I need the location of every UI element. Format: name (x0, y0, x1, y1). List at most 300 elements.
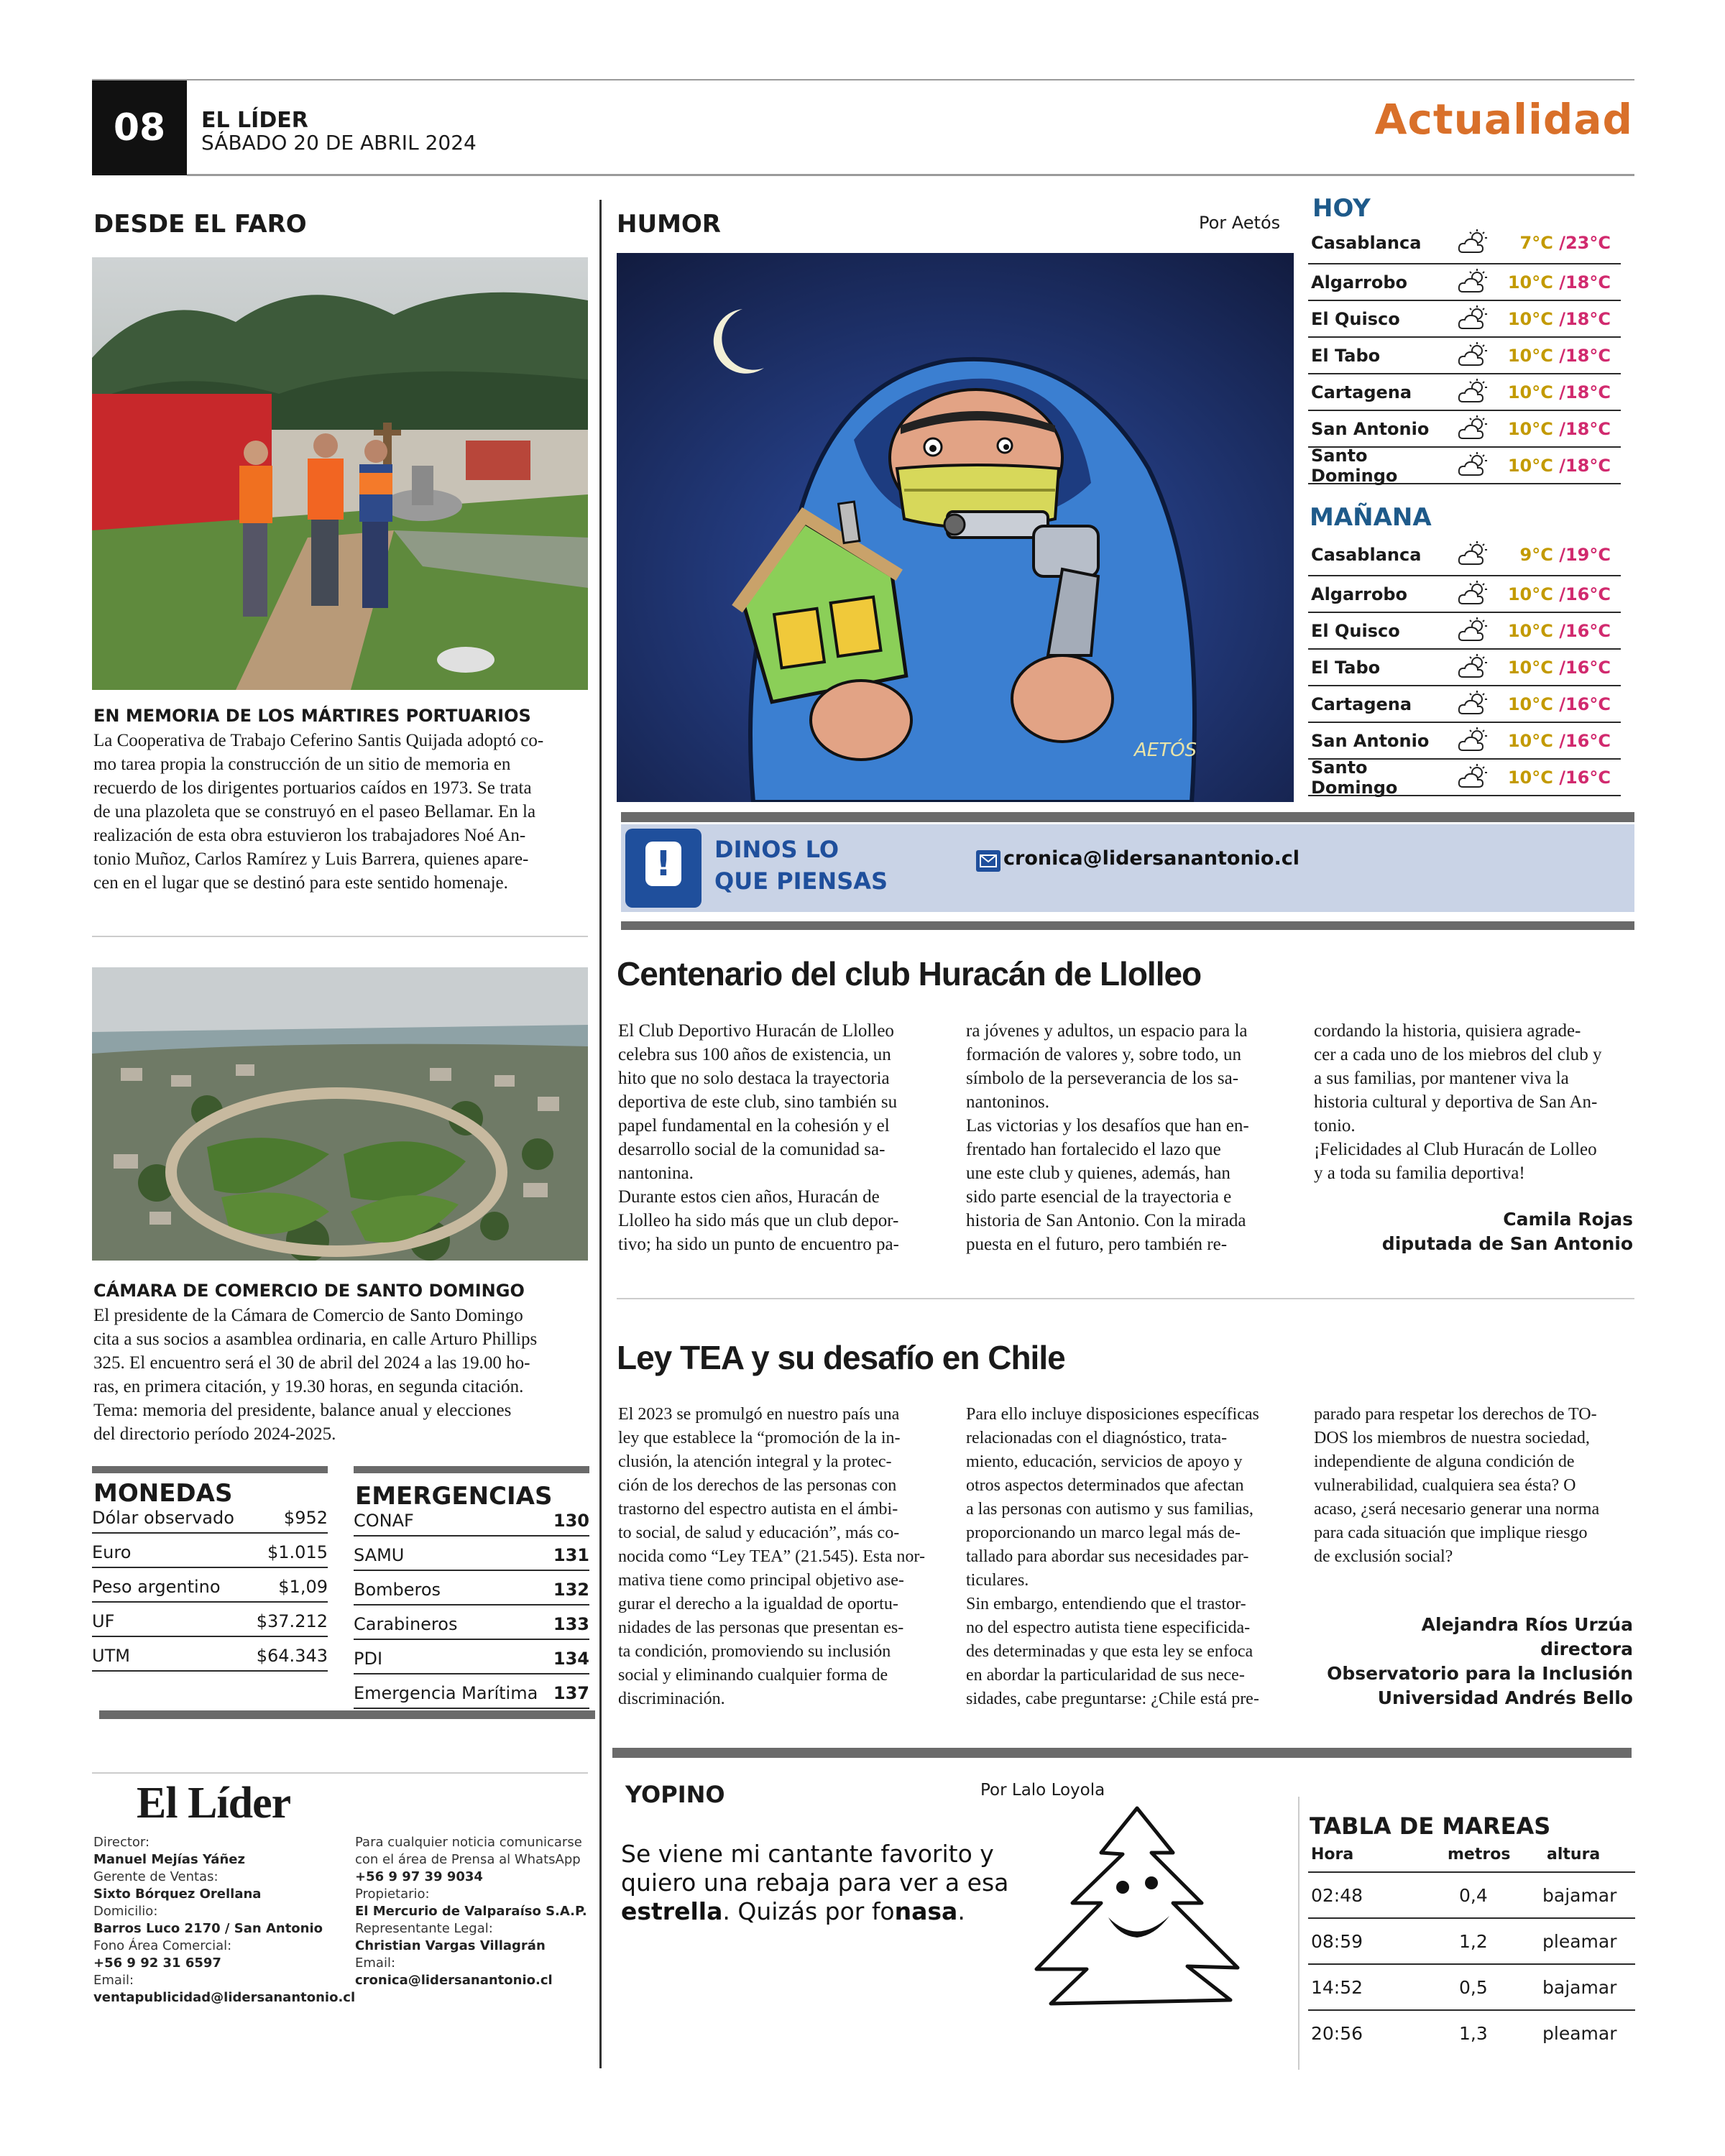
article1-col3 (1314, 1019, 1634, 1185)
article1-line: historia de San Antonio. Con la mirada (966, 1211, 1246, 1230)
weather-city: Casablanca (1311, 545, 1422, 565)
article2-signature (1327, 1613, 1633, 1710)
story1-heading: EN MEMORIA DE LOS MÁRTIRES PORTUARIOS (93, 706, 531, 726)
story1-line: tonio Muñoz, Carlos Ramírez y Luis Barrera, quienes apare- (93, 849, 529, 869)
weather-row (1308, 723, 1621, 760)
article1-line: cordando la historia, quisiera agrade- (1314, 1021, 1581, 1041)
staff-label: Gerente de Ventas: (93, 1869, 218, 1884)
monedas-value: $952 (283, 1508, 328, 1528)
article1-line: símbolo de la perseverancia de los sa- (966, 1069, 1239, 1088)
article2-headline: Ley TEA y su desafío en Chile (617, 1339, 1065, 1376)
story2-body (93, 1304, 589, 1446)
staff-value: +56 9 92 31 6597 (93, 1955, 221, 1971)
weather-city: El Tabo (1311, 657, 1381, 678)
tide-row (1308, 1963, 1635, 2009)
weather-temps (1495, 584, 1621, 604)
weather-row (1308, 223, 1621, 264)
article2-line: discriminación. (618, 1690, 725, 1708)
weather-city: Santo Domingo (1311, 445, 1398, 486)
temp-slash: / (1552, 657, 1565, 678)
temp-max: 18°C (1565, 382, 1611, 402)
yopino-text-mid: . Quizás por fo (722, 1897, 895, 1925)
story2-line: del directorio período 2024-2025. (93, 1424, 336, 1444)
article1-col2 (966, 1019, 1289, 1256)
emergencias-row (354, 1537, 589, 1571)
weather-row (1308, 264, 1621, 301)
temp-min: 10°C (1507, 694, 1553, 714)
tide-metros: 1,3 (1459, 2022, 1488, 2044)
temp-slash: / (1552, 233, 1565, 253)
partly-cloudy-icon (1452, 727, 1495, 755)
article1-signature (1382, 1207, 1633, 1256)
monedas-label: Euro (92, 1542, 132, 1562)
temp-slash: / (1552, 584, 1565, 604)
article1-line: formación de valores y, sobre todo, un (966, 1045, 1241, 1064)
weather-row (1308, 338, 1621, 374)
article2-line: ción de los derechos de las personas con (618, 1476, 897, 1495)
article1-line: tonio. (1314, 1116, 1356, 1135)
weather-temps (1495, 456, 1621, 476)
contact-top-bar (621, 812, 1634, 822)
tide-hora: 14:52 (1311, 1976, 1363, 1998)
weather-today-label: HOY (1312, 194, 1371, 223)
monedas-value: $1.015 (267, 1542, 328, 1562)
article2-line: otros aspectos determinados que afectan (966, 1476, 1244, 1495)
partly-cloudy-icon (1452, 229, 1495, 257)
temp-max: 16°C (1565, 694, 1611, 714)
article2-line: relacionadas con el diagnóstico, trata- (966, 1429, 1228, 1447)
signature-org: Universidad Andrés Bello (1377, 1687, 1633, 1708)
staff-intro: Para cualquier noticia comunicarse (355, 1835, 582, 1850)
staff-label: Director: (93, 1835, 150, 1850)
article1-line: Durante estos cien años, Huracán de (618, 1187, 880, 1207)
article1-headline: Centenario del club Huracán de Llolleo (617, 955, 1202, 992)
weather-row (1308, 650, 1621, 686)
tide-row (1308, 1871, 1635, 1917)
cartoonist-signature: AETÓS (1134, 740, 1197, 761)
weather-row (1308, 445, 1621, 486)
speech-bubble-icon: ! (625, 829, 702, 908)
staff-label: Fono Área Comercial: (93, 1938, 232, 1953)
signature-name: Camila Rojas (1503, 1209, 1633, 1230)
temp-slash: / (1552, 382, 1565, 402)
article2-line: des determinadas y que esta ley se enfoca (966, 1642, 1254, 1661)
weather-temps (1495, 658, 1621, 678)
weather-row (1308, 374, 1621, 411)
signature-name: Alejandra Ríos Urzúa (1421, 1614, 1633, 1635)
monedas-row (92, 1568, 328, 1603)
article2-line: para cada situación que implique riesgo (1314, 1524, 1588, 1542)
story1-line: recuerdo de los dirigentes portuarios caídos en 1973. Se trata (93, 778, 532, 798)
staff-divider (92, 1772, 588, 1774)
article2-line: nidades de las personas que presentan es- (618, 1618, 904, 1637)
yopino-line (621, 1897, 1008, 1926)
weather-row (1308, 686, 1621, 723)
article2-line: miento, educación, servicios de apoyo y (966, 1452, 1243, 1471)
staff-value: ventapublicidad@lidersanantonio.cl (93, 1990, 356, 2005)
temp-slash: / (1552, 694, 1565, 714)
faro-photo-workers (92, 257, 588, 690)
staff-label: Email: (355, 1955, 396, 1971)
tide-row (1308, 1917, 1635, 1963)
monedas-table (92, 1502, 328, 1672)
weather-city: Algarrobo (1311, 272, 1408, 292)
emergencias-number: 133 (553, 1614, 589, 1634)
humor-title: HUMOR (617, 210, 721, 239)
weather-temps (1495, 346, 1621, 366)
article2-line: ticulares. (966, 1571, 1029, 1590)
tide-altura: bajamar (1542, 1884, 1617, 1906)
tide-hora: 20:56 (1311, 2022, 1363, 2044)
article2-line: El 2023 se promulgó en nuestro país una (618, 1405, 900, 1424)
weather-temps (1495, 731, 1621, 751)
article2-line: DOS los miembros de nuestra sociedad, (1314, 1429, 1590, 1447)
emergencias-number: 137 (553, 1683, 589, 1703)
monedas-row (92, 1637, 328, 1672)
temp-min: 9°C (1519, 545, 1553, 565)
weather-city: Cartagena (1311, 694, 1412, 714)
humor-author: Por Aetós (1199, 213, 1281, 233)
monedas-row (92, 1502, 328, 1534)
emergencias-number: 134 (553, 1649, 589, 1669)
weather-city: Santo Domingo (1311, 757, 1398, 798)
signature-role: directora (1540, 1639, 1633, 1659)
emergencias-top-bar (354, 1466, 589, 1473)
yopino-text-dot: . (957, 1897, 965, 1925)
article2-line: social y eliminando cualquier forma de (618, 1666, 888, 1685)
article2-line: en abordar la particularidad de sus nece- (966, 1666, 1245, 1685)
weather-city: Cartagena (1311, 382, 1412, 402)
staff-label: Representante Legal: (355, 1921, 493, 1936)
article1-line: y a toda su familia deportiva! (1314, 1164, 1525, 1183)
article2-line: tallado para abordar sus necesidades par- (966, 1547, 1249, 1566)
temp-max: 18°C (1565, 272, 1611, 292)
articles-divider (617, 1298, 1634, 1299)
yopino-tree-drawing (1008, 1802, 1266, 2011)
weather-temps (1495, 621, 1621, 641)
tides-title: TABLA DE MAREAS (1310, 1812, 1551, 1840)
weather-temps (1495, 272, 1621, 292)
article1-line: cer a cada uno de los miebros del club y (1314, 1045, 1602, 1064)
tide-metros: 0,5 (1459, 1976, 1488, 1998)
story1-line: cen en el lugar que se destinó para este sentido homenaje. (93, 873, 508, 893)
article1-line: El Club Deportivo Huracán de Llolleo (618, 1021, 894, 1041)
article1-line: Llolleo ha sido más que un club depor- (618, 1211, 899, 1230)
tides-divider (1298, 1797, 1300, 2070)
weather-temps (1495, 768, 1621, 788)
tides-col-hora: Hora (1311, 1846, 1354, 1864)
page-number: 08 (92, 80, 187, 175)
temp-min: 10°C (1507, 584, 1553, 604)
partly-cloudy-icon (1452, 305, 1495, 333)
article1-line: papel fundamental en la cohesión y el (618, 1116, 890, 1135)
bottom-section-bar (612, 1748, 1632, 1758)
temp-slash: / (1552, 272, 1565, 292)
whatsapp-number: +56 9 97 39 9034 (355, 1869, 483, 1884)
monedas-top-bar (92, 1466, 328, 1473)
article1-line: puesta en el futuro, pero también re- (966, 1235, 1228, 1254)
partly-cloudy-icon (1452, 617, 1495, 645)
temp-slash: / (1552, 345, 1565, 366)
signature-org: Observatorio para la Inclusión (1327, 1663, 1633, 1684)
weather-row (1308, 613, 1621, 650)
faro-title: DESDE EL FARO (93, 210, 307, 239)
emergencias-label: SAMU (354, 1545, 405, 1565)
story1-line: realización de esta obra estuvieron los trabajadores Noé An- (93, 826, 526, 845)
article2-line: to social, de salud y educación”, más co- (618, 1524, 900, 1542)
article2-line: ta condición, promoviendo su inclusión (618, 1642, 891, 1661)
article2-line: independiente de alguna condición de (1314, 1452, 1575, 1471)
article2-line: de exclusión social? (1314, 1547, 1453, 1566)
partly-cloudy-icon (1452, 690, 1495, 719)
emergencias-row (354, 1640, 589, 1674)
tide-hora: 08:59 (1311, 1930, 1363, 1952)
left-bottom-bar (99, 1710, 595, 1719)
article1-line: une este club y quienes, además, han (966, 1164, 1230, 1183)
temp-min: 10°C (1507, 345, 1553, 366)
article2-col3 (1314, 1403, 1634, 1569)
article1-line: historia cultural y deportiva de San An- (1314, 1092, 1598, 1112)
staff-left (93, 1834, 356, 2007)
tide-altura: pleamar (1542, 2022, 1617, 2044)
paper-date: SÁBADO 20 DE ABRIL 2024 (201, 131, 477, 155)
weather-city: El Tabo (1311, 345, 1381, 366)
tide-altura: pleamar (1542, 1930, 1617, 1952)
tide-hora: 02:48 (1311, 1884, 1363, 1906)
article1-line: Las victorias y los desafíos que han en- (966, 1116, 1249, 1135)
paper-name: EL LÍDER (201, 108, 308, 133)
story2-heading: CÁMARA DE COMERCIO DE SANTO DOMINGO (93, 1281, 525, 1301)
article1-line: frentado han fortalecido el lazo que (966, 1140, 1221, 1159)
article2-col2 (966, 1403, 1292, 1711)
story2-line: ras, en primera citación, y 19.30 horas, en segunda citación. (93, 1377, 524, 1396)
yopino-bold-word: estrella (621, 1897, 723, 1925)
temp-max: 19°C (1565, 545, 1611, 565)
article2-line: no del espectro autista tiene especificida- (966, 1618, 1251, 1637)
tide-altura: bajamar (1542, 1976, 1617, 1998)
article1-line: ra jóvenes y adultos, un espacio para la (966, 1021, 1248, 1041)
emergencias-table (354, 1509, 589, 1709)
weather-tomorrow-label: MAÑANA (1310, 503, 1432, 532)
emergencias-title: EMERGENCIAS (355, 1482, 553, 1511)
weather-row (1308, 576, 1621, 613)
contact-bottom-bar (621, 921, 1634, 930)
temp-slash: / (1552, 620, 1565, 641)
emergencias-label: PDI (354, 1649, 383, 1669)
weather-temps (1495, 309, 1621, 329)
yopino-line: Se viene mi cantante favorito y (621, 1840, 994, 1868)
contact-bar (621, 824, 1634, 912)
staff-value: cronica@lidersanantonio.cl (355, 1973, 553, 1988)
article1-col1 (618, 1019, 942, 1256)
column-divider (599, 200, 602, 2068)
temp-min: 10°C (1507, 418, 1553, 439)
article1-line: tivo; ha sido un punto de encuentro pa- (618, 1235, 899, 1254)
yopino-text (621, 1840, 1008, 1926)
staff-value: Manuel Mejías Yáñez (93, 1852, 245, 1867)
article2-line: nocida como “Ley TEA” (21.545). Esta nor- (618, 1547, 925, 1566)
section-name: Actualidad (1374, 95, 1633, 144)
yopino-title: YOPINO (625, 1781, 725, 1808)
emergencias-row (354, 1606, 589, 1640)
tides-col-metros: metros (1448, 1846, 1511, 1864)
contact-line1: DINOS LO (714, 836, 840, 863)
emergencias-label: CONAF (354, 1511, 414, 1531)
staff-label: Email: (93, 1973, 134, 1988)
yopino-bold-word: nasa (894, 1897, 958, 1925)
emergencias-label: Bomberos (354, 1580, 441, 1600)
monedas-row (92, 1603, 328, 1637)
article2-line: ley que establece la “promoción de la in- (618, 1429, 901, 1447)
article2-col1 (618, 1403, 944, 1711)
temp-slash: / (1552, 455, 1565, 476)
article1-line: hito que no solo destaca la trayectoria (618, 1069, 890, 1088)
temp-max: 18°C (1565, 345, 1611, 366)
weather-row (1308, 757, 1621, 798)
staff-label: Propietario: (355, 1886, 430, 1902)
emergencias-label: Carabineros (354, 1614, 458, 1634)
weather-temps (1495, 382, 1621, 402)
temp-min: 10°C (1507, 455, 1553, 476)
temp-max: 16°C (1565, 657, 1611, 678)
tides-col-altura: altura (1547, 1846, 1601, 1864)
partly-cloudy-icon (1452, 415, 1495, 443)
article1-line: deportiva de este club, sino también su (618, 1092, 898, 1112)
article2-line: sidades, cabe preguntarse: ¿Chile está pre- (966, 1690, 1259, 1708)
article2-line: gurar el derecho a la igualdad de oportu- (618, 1595, 898, 1613)
temp-slash: / (1552, 418, 1565, 439)
yopino-line: quiero una rebaja para ver a esa (621, 1869, 1009, 1897)
article1-line: desarrollo social de la comunidad sa- (618, 1140, 886, 1159)
weather-row (1308, 411, 1621, 448)
temp-slash: / (1552, 767, 1565, 788)
partly-cloudy-icon (1452, 580, 1495, 609)
emergencias-number: 131 (553, 1545, 589, 1565)
monedas-title: MONEDAS (93, 1479, 233, 1508)
monedas-label: UTM (92, 1646, 130, 1666)
weather-row (1308, 301, 1621, 338)
temp-min: 7°C (1519, 233, 1553, 253)
weather-city: Casablanca (1311, 233, 1422, 253)
story1-line: mo tarea propia la construcción de un sitio de memoria en (93, 755, 511, 774)
temp-max: 16°C (1565, 620, 1611, 641)
staff-value: Sixto Bórquez Orellana (93, 1886, 262, 1902)
temp-max: 18°C (1565, 455, 1611, 476)
article1-line: nantoninos. (966, 1092, 1049, 1112)
monedas-label: Dólar observado (92, 1508, 234, 1528)
monedas-label: Peso argentino (92, 1577, 221, 1597)
temp-max: 23°C (1565, 233, 1611, 253)
story1-line: La Cooperativa de Trabajo Ceferino Santis Quijada adoptó co- (93, 731, 544, 750)
temp-slash: / (1552, 308, 1565, 329)
faro-divider (92, 936, 588, 937)
staff-value: El Mercurio de Valparaíso S.A.P. (355, 1904, 587, 1919)
emergencias-row (354, 1674, 589, 1709)
article1-line: nantonina. (618, 1164, 694, 1183)
article2-line: acaso, ¿será necesario generar una norma (1314, 1500, 1600, 1519)
article2-line: clusión, la atención integral y la protec- (618, 1452, 892, 1471)
partly-cloudy-icon (1452, 378, 1495, 407)
article2-line: Para ello incluye disposiciones específicas (966, 1405, 1259, 1424)
header-rule (187, 174, 1634, 176)
story2-line: Tema: memoria del presidente, balance anual y elecciones (93, 1401, 512, 1420)
article1-line: celebra sus 100 años de existencia, un (618, 1045, 891, 1064)
temp-max: 16°C (1565, 584, 1611, 604)
emergencias-row (354, 1509, 589, 1537)
temp-min: 10°C (1507, 730, 1553, 751)
article2-line: trastorno del espectro autista en el ámbi- (618, 1500, 898, 1519)
weather-temps (1495, 694, 1621, 714)
article2-line: vulnerabilidad, cualquiera sea ésta? O (1314, 1476, 1576, 1495)
article2-line: parado para respetar los derechos de TO- (1314, 1405, 1597, 1424)
staff-right (355, 1834, 599, 1989)
partly-cloudy-icon (1452, 341, 1495, 370)
weather-city: El Quisco (1311, 308, 1400, 329)
weather-temps (1495, 419, 1621, 439)
yopino-author: Por Lalo Loyola (980, 1781, 1105, 1800)
article1-line: a sus familias, por mantener viva la (1314, 1069, 1569, 1088)
el-lider-logo: El Líder (137, 1779, 291, 1828)
partly-cloudy-icon (1452, 763, 1495, 792)
temp-max: 18°C (1565, 308, 1611, 329)
contact-line2: QUE PIENSAS (714, 867, 888, 895)
faro-photo-santo-domingo (92, 967, 588, 1261)
partly-cloudy-icon (1452, 540, 1495, 569)
partly-cloudy-icon (1452, 653, 1495, 682)
temp-max: 16°C (1565, 730, 1611, 751)
monedas-row (92, 1534, 328, 1568)
partly-cloudy-icon (1452, 451, 1495, 480)
temp-min: 10°C (1507, 767, 1553, 788)
temp-slash: / (1552, 545, 1565, 565)
tide-metros: 1,2 (1459, 1930, 1488, 1952)
top-rule (92, 79, 1634, 80)
story1-line: de una plazoleta que se construyó en el paseo Bellamar. En la (93, 802, 536, 821)
temp-min: 10°C (1507, 620, 1553, 641)
temp-min: 10°C (1507, 308, 1553, 329)
partly-cloudy-icon (1452, 268, 1495, 297)
monedas-value: $37.212 (256, 1611, 328, 1631)
tide-metros: 0,4 (1459, 1884, 1488, 1906)
temp-min: 10°C (1507, 657, 1553, 678)
tide-row (1308, 2009, 1635, 2055)
emergencias-label: Emergencia Marítima (354, 1683, 538, 1703)
article1-line: sido parte esencial de la trayectoria e (966, 1187, 1232, 1207)
article2-line: a las personas con autismo y sus familias, (966, 1500, 1254, 1519)
monedas-value: $64.343 (256, 1646, 328, 1666)
staff-label: Domicilio: (93, 1904, 158, 1919)
story1-body (93, 729, 589, 895)
envelope-icon (976, 850, 1000, 872)
staff-value: Barros Luco 2170 / San Antonio (93, 1921, 323, 1936)
weather-city: Algarrobo (1311, 584, 1408, 604)
humor-cartoon (617, 253, 1294, 802)
article2-line: Sin embargo, entendiendo que el trastor- (966, 1595, 1246, 1613)
staff-value: Christian Vargas Villagrán (355, 1938, 546, 1953)
contact-email[interactable]: cronica@lidersanantonio.cl (1003, 847, 1300, 870)
temp-slash: / (1552, 730, 1565, 751)
monedas-label: UF (92, 1611, 115, 1631)
monedas-value: $1,09 (278, 1577, 328, 1597)
article2-line: proporcionando un marco legal más de- (966, 1524, 1241, 1542)
article2-line: mativa tiene como principal objetivo ase- (618, 1571, 904, 1590)
weather-temps (1495, 233, 1621, 253)
signature-role: diputada de San Antonio (1381, 1233, 1633, 1254)
emergencias-row (354, 1571, 589, 1606)
weather-row (1308, 535, 1621, 576)
staff-intro: con el área de Prensa al WhatsApp (355, 1852, 581, 1867)
temp-max: 18°C (1565, 418, 1611, 439)
